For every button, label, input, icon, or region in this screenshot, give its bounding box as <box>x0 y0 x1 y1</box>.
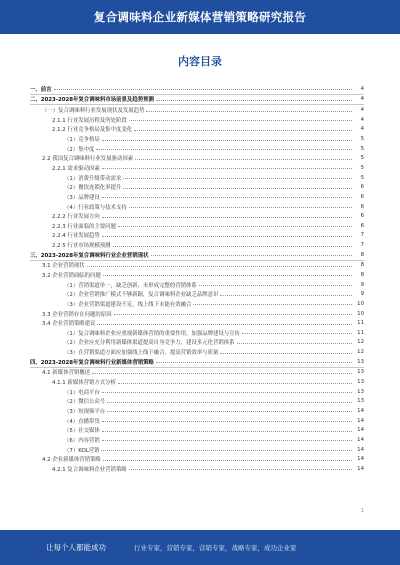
toc-entry[interactable] <box>30 125 364 135</box>
toc-entry-page: 13 <box>357 398 364 405</box>
toc-entry-page: 6 <box>360 213 364 220</box>
toc-entry-label: 2.1.2 行业竞争格局及集中度变化 <box>52 127 133 134</box>
toc-entry-page: 14 <box>357 446 364 453</box>
table-of-contents <box>30 84 364 474</box>
toc-entry-label: 4.2 企业新媒体营销策略 <box>42 457 101 464</box>
toc-entry-page: 4 <box>360 107 364 114</box>
toc-entry[interactable] <box>30 192 364 202</box>
toc-leader-dots <box>101 450 352 451</box>
toc-leader-dots <box>102 421 352 422</box>
toc-entry-label: 2.2.1 需求驱动因素 <box>52 165 100 172</box>
toc-entry-label: 2.2.3 行业面临的主要问题 <box>52 223 116 230</box>
toc-entry[interactable] <box>30 182 364 192</box>
toc-entry-page: 9 <box>360 281 364 288</box>
toc-entry[interactable] <box>30 289 364 299</box>
toc-leader-dots <box>102 217 352 218</box>
toc-entry-page: 5 <box>360 136 364 143</box>
toc-entry-page: 5 <box>360 174 364 181</box>
toc-entry[interactable] <box>30 377 364 387</box>
toc-entry[interactable] <box>30 163 364 173</box>
toc-leader-dots <box>129 469 352 470</box>
toc-entry-page: 12 <box>357 339 364 346</box>
toc-entry-page: 5 <box>360 155 364 162</box>
toc-leader-dots <box>102 440 352 441</box>
toc-entry-label: 2.2.2 行业发展方向 <box>52 214 100 221</box>
toc-entry[interactable] <box>30 347 364 357</box>
toc-entry[interactable] <box>30 328 364 338</box>
toc-entry[interactable] <box>30 115 364 125</box>
toc-leader-dots <box>113 246 352 247</box>
toc-entry-label: （3）在营销渠道方面应加强线上线下融合，提高营销效率与质量 <box>64 350 219 357</box>
report-header-bar <box>0 0 400 34</box>
toc-entry-page: 6 <box>360 203 364 210</box>
toc-entry-label: （1）消费升级带动需求 <box>64 175 122 182</box>
toc-entry[interactable] <box>30 202 364 212</box>
toc-entry-page: 10 <box>357 300 364 307</box>
toc-entry[interactable] <box>30 318 364 328</box>
toc-title: 内容目录 <box>178 55 222 68</box>
toc-entry-label: （2）企业应充分利用新媒体渠道提高自身竞争力，建设多元化营销体系 <box>64 340 235 347</box>
toc-entry-label: 四、2023-2028年复合调味料行业新媒体营销策略 <box>30 359 154 366</box>
toc-entry-label: 2.2 我国复合调味料行业发展驱动因素 <box>42 156 134 163</box>
toc-leader-dots <box>123 178 352 179</box>
toc-entry-page: 8 <box>360 262 364 269</box>
toc-entry-label: （1）电商平台 <box>64 389 100 396</box>
toc-leader-dots <box>97 324 352 325</box>
toc-entry-page: 11 <box>357 320 364 327</box>
toc-entry-page: 13 <box>357 369 364 376</box>
toc-leader-dots <box>134 130 352 131</box>
toc-entry[interactable] <box>30 357 364 368</box>
toc-entry-page: 14 <box>357 436 364 443</box>
toc-entry-label: 3.4 企业营销策略建议 <box>42 321 96 328</box>
toc-entry-page: 5 <box>360 164 364 171</box>
toc-entry-label: （5）社交媒体 <box>64 428 100 435</box>
toc-entry-label: （2）微信公众号 <box>64 399 106 406</box>
toc-entry[interactable] <box>30 416 364 426</box>
toc-entry-label: 4.2.1 复合调味料企业营销策略 <box>52 466 127 473</box>
toc-leader-dots <box>54 89 352 90</box>
toc-entry-label: （3）品牌建设 <box>64 194 100 201</box>
toc-entry[interactable] <box>30 144 364 154</box>
toc-entry-label: 3.3 企业营销存在问题的原因 <box>42 311 112 318</box>
toc-entry-label: （1）竞争格局 <box>64 137 100 144</box>
toc-entry[interactable] <box>30 231 364 241</box>
toc-leader-dots <box>102 197 352 198</box>
toc-leader-dots <box>237 343 352 344</box>
toc-entry-page: 6 <box>360 193 364 200</box>
toc-leader-dots <box>129 120 352 121</box>
toc-entry-page: 4 <box>360 96 364 103</box>
report-title: 复合调味料企业新媒体营销策略研究报告 <box>93 10 307 24</box>
toc-entry-label: （6）内容营销 <box>64 437 100 444</box>
toc-entry-page: 13 <box>357 358 364 365</box>
toc-entry-page: 4 <box>360 126 364 133</box>
toc-entry[interactable] <box>30 153 364 163</box>
toc-entry-label: 二、2023-2028年复合调味料市场前景及趋势预测 <box>30 97 154 104</box>
toc-leader-dots <box>118 383 352 384</box>
toc-leader-dots <box>199 285 352 286</box>
toc-leader-dots <box>151 255 353 256</box>
toc-entry-label: 3.2 企业营销面临的问题 <box>42 272 101 279</box>
toc-entry-page: 12 <box>357 349 364 356</box>
toc-entry-page: 14 <box>357 407 364 414</box>
toc-entry[interactable] <box>30 280 364 290</box>
toc-entry-page: 4 <box>360 85 364 92</box>
toc-leader-dots <box>242 333 352 334</box>
toc-entry-page: 4 <box>360 116 364 123</box>
toc-entry[interactable] <box>30 270 364 280</box>
toc-entry-page: 14 <box>357 465 364 472</box>
toc-entry[interactable] <box>30 261 364 271</box>
toc-entry[interactable] <box>30 240 364 250</box>
toc-leader-dots <box>193 304 352 305</box>
toc-entry-label: 三、2023-2028年复合调味料行业企业营销现状 <box>30 252 149 259</box>
toc-leader-dots <box>102 140 352 141</box>
toc-entry[interactable] <box>30 464 364 474</box>
toc-leader-dots <box>87 266 352 267</box>
toc-entry-label: 2.1.1 行业发展历程及所处阶段 <box>52 117 127 124</box>
toc-leader-dots <box>135 159 352 160</box>
toc-entry-label: （1）复合调味料企业应重视新媒体营销的重要作用，加强品牌建设与宣传 <box>64 330 240 337</box>
toc-entry-page: 8 <box>360 271 364 278</box>
toc-entry-label: 2.2.4 行业发展趋势 <box>52 233 100 240</box>
toc-entry-label: （4）直播带货 <box>64 418 100 425</box>
toc-leader-dots <box>92 373 352 374</box>
toc-leader-dots <box>146 111 352 112</box>
toc-entry[interactable] <box>30 397 364 407</box>
toc-entry-page: 13 <box>357 379 364 386</box>
toc-entry-page: 8 <box>360 251 364 258</box>
toc-leader-dots <box>220 353 352 354</box>
toc-entry-label: （7）KOL营销 <box>64 447 100 454</box>
toc-leader-dots <box>156 100 352 101</box>
toc-leader-dots <box>103 275 352 276</box>
toc-entry[interactable] <box>30 454 364 464</box>
toc-entry[interactable] <box>30 250 364 261</box>
toc-leader-dots <box>103 460 352 461</box>
toc-entry-label: （2）企业营销推广模式不够新颖，复合调味料企业缺乏品牌意识 <box>64 292 219 299</box>
report-footer-bar <box>0 530 400 565</box>
toc-leader-dots <box>96 149 352 150</box>
toc-entry[interactable] <box>30 221 364 231</box>
toc-entry-page: 10 <box>357 310 364 317</box>
toc-entry-page: 14 <box>357 456 364 463</box>
toc-entry[interactable] <box>30 299 364 309</box>
toc-entry[interactable] <box>30 173 364 183</box>
toc-leader-dots <box>118 226 352 227</box>
toc-entry[interactable] <box>30 105 364 115</box>
toc-leader-dots <box>102 236 352 237</box>
toc-leader-dots <box>129 207 352 208</box>
toc-entry-label: （一）复合调味料行业发展现状及发展趋势 <box>42 108 145 115</box>
toc-leader-dots <box>102 168 352 169</box>
toc-entry-page: 5 <box>360 145 364 152</box>
toc-entry[interactable] <box>30 211 364 221</box>
toc-entry-label: （2）集中度 <box>64 146 95 153</box>
toc-entry[interactable] <box>30 309 364 319</box>
toc-entry-page: 11 <box>357 329 364 336</box>
toc-entry-label: 2.2.5 行业市场规模预测 <box>52 243 111 250</box>
toc-leader-dots <box>114 314 352 315</box>
toc-entry[interactable] <box>30 435 364 445</box>
toc-leader-dots <box>102 431 352 432</box>
toc-entry[interactable] <box>30 445 364 455</box>
toc-entry-label: 3.1 企业营销现状 <box>42 263 85 270</box>
toc-entry-page: 6 <box>360 222 364 229</box>
toc-leader-dots <box>107 411 352 412</box>
toc-entry[interactable] <box>30 406 364 416</box>
toc-entry-page: 9 <box>360 291 364 298</box>
toc-entry[interactable] <box>30 368 364 378</box>
toc-entry-label: （3）企业营销渠道建设不足，线上线下未能有效融合 <box>64 301 192 308</box>
toc-entry-label: 4.1 新媒体营销概述 <box>42 370 91 377</box>
toc-leader-dots <box>102 392 352 393</box>
page-number: 1 <box>360 508 364 514</box>
footer-slogan: 让每个人都能成功 <box>46 543 106 552</box>
toc-entry[interactable] <box>30 425 364 435</box>
toc-leader-dots <box>220 295 352 296</box>
toc-leader-dots <box>107 402 352 403</box>
toc-entry-page: 13 <box>357 388 364 395</box>
toc-entry-page: 14 <box>357 427 364 434</box>
toc-entry[interactable] <box>30 338 364 348</box>
toc-entry-page: 7 <box>360 242 364 249</box>
toc-entry-label: （4）行业政策与技术支持 <box>64 204 127 211</box>
toc-leader-dots <box>156 362 352 363</box>
toc-entry-label: 一、前言 <box>30 86 52 93</box>
toc-entry-label: （3）短视频平台 <box>64 408 106 415</box>
toc-entry[interactable] <box>30 134 364 144</box>
toc-entry-page: 7 <box>360 232 364 239</box>
toc-leader-dots <box>123 188 352 189</box>
toc-entry[interactable] <box>30 84 364 95</box>
toc-entry[interactable] <box>30 95 364 106</box>
toc-entry-page: 14 <box>357 417 364 424</box>
footer-services: 行业专家，营销专家，营销专家，战略专家，成功企业家 <box>134 544 297 552</box>
toc-entry-label: （1）营销渠道单一，缺乏创新，未形成完整的营销体系 <box>64 282 197 289</box>
toc-entry[interactable] <box>30 387 364 397</box>
toc-entry-label: 4.1.1 新媒体营销方式分析 <box>52 380 116 387</box>
toc-entry-page: 6 <box>360 184 364 191</box>
toc-entry-label: （2）餐饮连锁化率提升 <box>64 185 122 192</box>
